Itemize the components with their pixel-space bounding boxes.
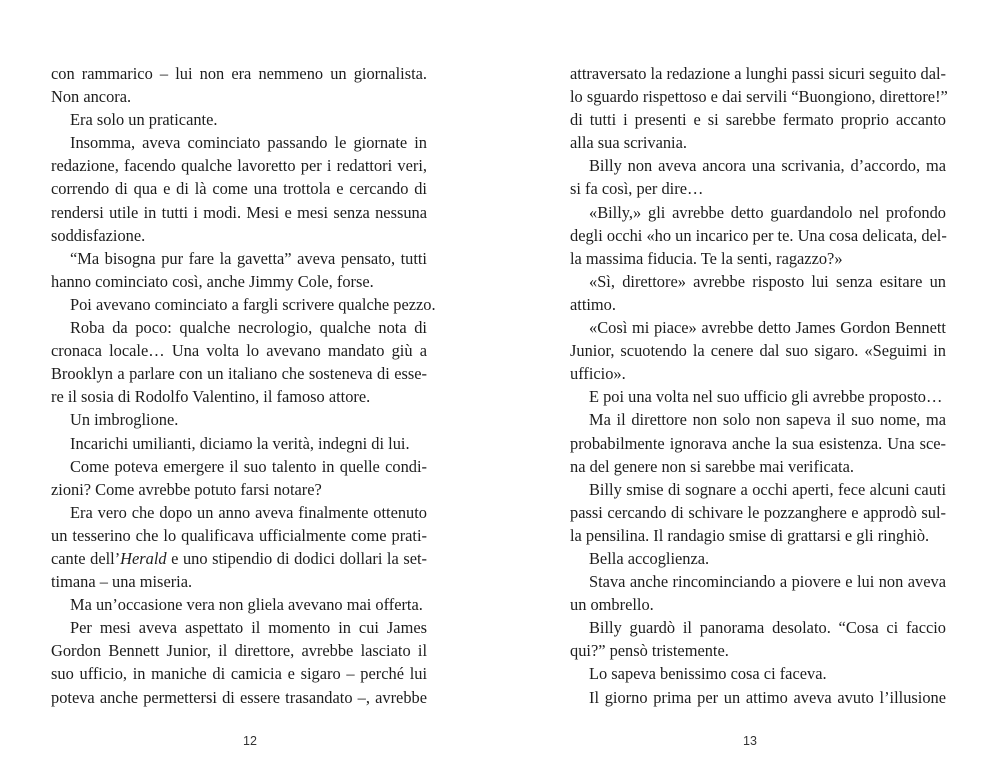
text-line: con rammarico – lui non era nemmeno un giornalista. xyxy=(51,64,427,83)
text-line: probabilmente ignorava anche la sua esistenza. Una sce- xyxy=(570,433,946,453)
text-line: soddisfazione. xyxy=(51,225,146,245)
right-page-text xyxy=(570,62,946,709)
text-line: zioni? Come avrebbe potuto farsi notare? xyxy=(51,479,322,499)
text-line: Brooklyn a parlare con un italiano che sosteneva di esse- xyxy=(51,364,427,384)
text-line: la massima fiducia. Te la senti, ragazzo?» xyxy=(570,248,843,268)
text-line: Bella accoglienza. xyxy=(589,548,710,568)
text-line: Il giorno prima per un attimo aveva avuto l’illusione xyxy=(589,687,946,707)
text-line: «Sì, direttore» avrebbe risposto lui senza esitare un xyxy=(589,271,946,291)
text-line: timana – una miseria. xyxy=(51,572,193,592)
text-line: na del genere non si sarebbe mai verificata. xyxy=(570,456,854,476)
text-line: la pensilina. Il randagio smise di grattarsi e gli ringhiò. xyxy=(570,525,930,545)
text-line: un tesserino che lo qualificava ufficialmente come prati- xyxy=(51,525,427,545)
text-line: degli occhi «ho un incarico per te. Una cosa delicata, del- xyxy=(570,225,947,245)
text-line: attimo. xyxy=(570,294,616,314)
newspaper-title: Herald xyxy=(120,548,167,568)
text-line xyxy=(51,547,427,570)
text-line: qui?” pensò tristemente. xyxy=(570,641,729,661)
text-line: «Così mi piace» avrebbe detto James Gordon Bennett xyxy=(589,318,946,338)
text-line: alla sua scrivania. xyxy=(570,133,687,153)
text-line: hanno cominciato così, anche Jimmy Cole, forse. xyxy=(51,271,374,291)
text-line: Era solo un praticante. xyxy=(70,110,218,130)
text-line: Ma un’occasione vera non gliela avevano mai offerta. xyxy=(70,595,423,615)
text-line: Non ancora. xyxy=(51,87,132,107)
text-line: suo ufficio, in maniche di camicia e sigaro – perché lui xyxy=(51,664,427,684)
text-line: Ma il direttore non solo non sapeva il suo nome, ma xyxy=(589,410,946,430)
text-line: Billy guardò il panorama desolato. “Cosa ci faccio xyxy=(589,618,946,638)
text-line: Per mesi aveva aspettato il momento in cui James xyxy=(70,618,427,638)
text-line: Gordon Bennett Junior, il direttore, avrebbe lasciato il xyxy=(51,641,427,661)
text-line: correndo di qua e di là come una trottola e cercando di xyxy=(51,179,427,199)
text-line: redazione, facendo qualche lavoretto per i redattori veri, xyxy=(51,156,427,176)
text-line: lo sguardo rispettoso e dai servili “Buongiono, direttore!” xyxy=(570,87,948,107)
text-line: cronaca locale… Una volta lo avevano mandato giù a xyxy=(51,341,427,361)
text-line: «Billy,» gli avrebbe detto guardandolo nel profondo xyxy=(589,202,946,222)
text-line: Roba da poco: qualche necrologio, qualche nota di xyxy=(70,318,427,338)
text-line: di tutti i presenti e si sarebbe fermato proprio accanto xyxy=(570,110,946,130)
text-line: Billy non aveva ancora una scrivania, d’accordo, ma xyxy=(589,156,946,176)
text-line: re il sosia di Rodolfo Valentino, il famoso attore. xyxy=(51,387,371,407)
text-line: Insomma, aveva cominciato passando le giornate in xyxy=(70,133,427,153)
text-line: si fa così, per dire… xyxy=(570,179,704,199)
text-line: attraversato la redazione a lunghi passi sicuri seguito dal- xyxy=(570,64,946,83)
text-line: Era vero che dopo un anno aveva finalmente ottenuto xyxy=(70,502,427,522)
text-line-segment: cante dell’ xyxy=(51,548,121,568)
text-line: Lo sapeva benissimo cosa ci faceva. xyxy=(589,664,827,684)
text-line-segment: e uno stipendio di dodici dollari la set- xyxy=(166,548,427,568)
right-page xyxy=(500,0,1000,783)
left-page-number: 12 xyxy=(243,734,257,748)
text-line: Come poteva emergere il suo talento in quelle condi- xyxy=(70,456,427,476)
text-line: ufficio». xyxy=(570,364,626,384)
text-line: Billy smise di sognare a occhi aperti, fece alcuni cauti xyxy=(589,479,946,499)
text-line: Incarichi umilianti, diciamo la verità, indegni di lui. xyxy=(70,433,410,453)
text-line: passi cercando di schivare le pozzanghere e approdò sul- xyxy=(570,502,946,522)
text-line: “Ma bisogna pur fare la gavetta” aveva pensato, tutti xyxy=(70,248,427,268)
text-line: un ombrello. xyxy=(570,595,654,615)
left-page-text xyxy=(51,62,436,709)
text-line: Junior, scuotendo la cenere dal suo sigaro. «Seguimi in xyxy=(570,341,946,361)
text-line: E poi una volta nel suo ufficio gli avrebbe proposto… xyxy=(589,387,943,407)
text-line: Stava anche rincominciando a piovere e lui non aveva xyxy=(589,572,946,592)
text-line: Un imbroglione. xyxy=(70,410,179,430)
text-line: Poi avevano cominciato a fargli scrivere qualche pezzo. xyxy=(70,294,436,314)
right-page-number: 13 xyxy=(743,734,757,748)
text-line: poteva anche permettersi di essere trasandato –, avrebbe xyxy=(51,687,427,707)
text-line: rendersi utile in tutti i modi. Mesi e mesi senza nessuna xyxy=(51,202,427,222)
